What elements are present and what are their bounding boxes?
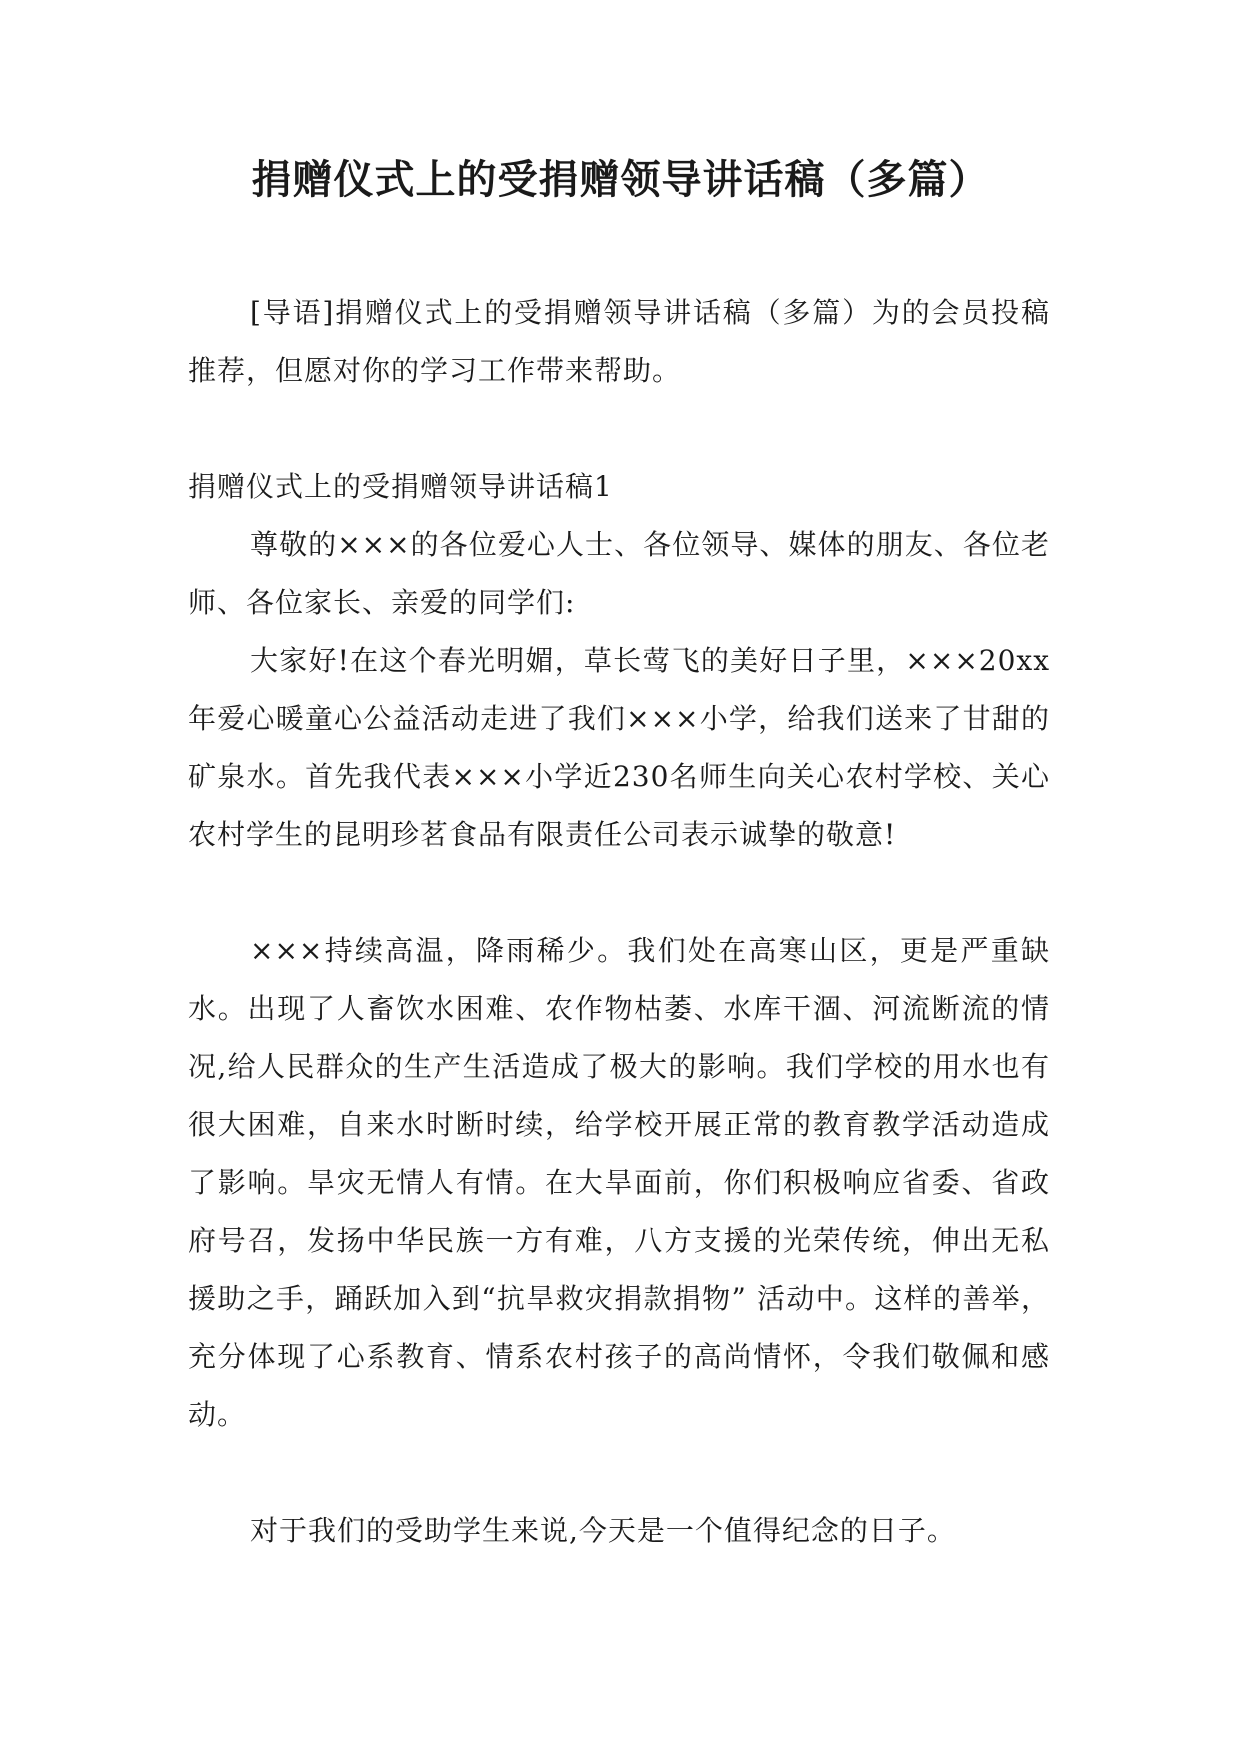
drought-paragraph: ×××持续高温，降雨稀少。我们处在高寒山区，更是严重缺水。出现了人畜饮水困难、农作物枯萎、水库干涸、河流断流的情况,给人民群众的生产生活造成了极大的影响。我们学校的用水也有很大困难，自来水时断时续，给学校开展正常的教育教学活动造成了影响。旱灾无情人有情。在大旱面前，你们积极响应省委、省政府号召，发扬中华民族一方有难，八方支援的光荣传统，伸出无私援助之手，踊跃加入到“抗旱救灾捐款捐物” 活动中。这样的善举，充分体现了心系教育、情系农村孩子的高尚情怀，令我们敬佩和感动。 [188,934,1050,1431]
section-heading: 捐赠仪式上的受捐赠领导讲话稿1 [188,470,613,503]
salutation-paragraph: 尊敬的×××的各位爱心人士、各位领导、媒体的朋友、各位老师、各位家长、亲爱的同学们: [188,528,1050,619]
closing-paragraph: 对于我们的受助学生来说,今天是一个值得纪念的日子。 [250,1514,956,1547]
document-title: 捐赠仪式上的受捐赠领导讲话稿（多篇） [251,157,990,203]
intro-paragraph: [导语]捐赠仪式上的受捐赠领导讲话稿（多篇）为的会员投稿推荐，但愿对你的学习工作带来帮助。 [188,296,1050,387]
greeting-paragraph: 大家好!在这个春光明媚，草长莺飞的美好日子里，×××20xx年爱心暖童心公益活动走进了我们×××小学，给我们送来了甘甜的矿泉水。首先我代表×××小学近230名师生向关心农村学校、关心农村学生的昆明珍茗食品有限责任公司表示诚挚的敬意! [188,644,1050,851]
